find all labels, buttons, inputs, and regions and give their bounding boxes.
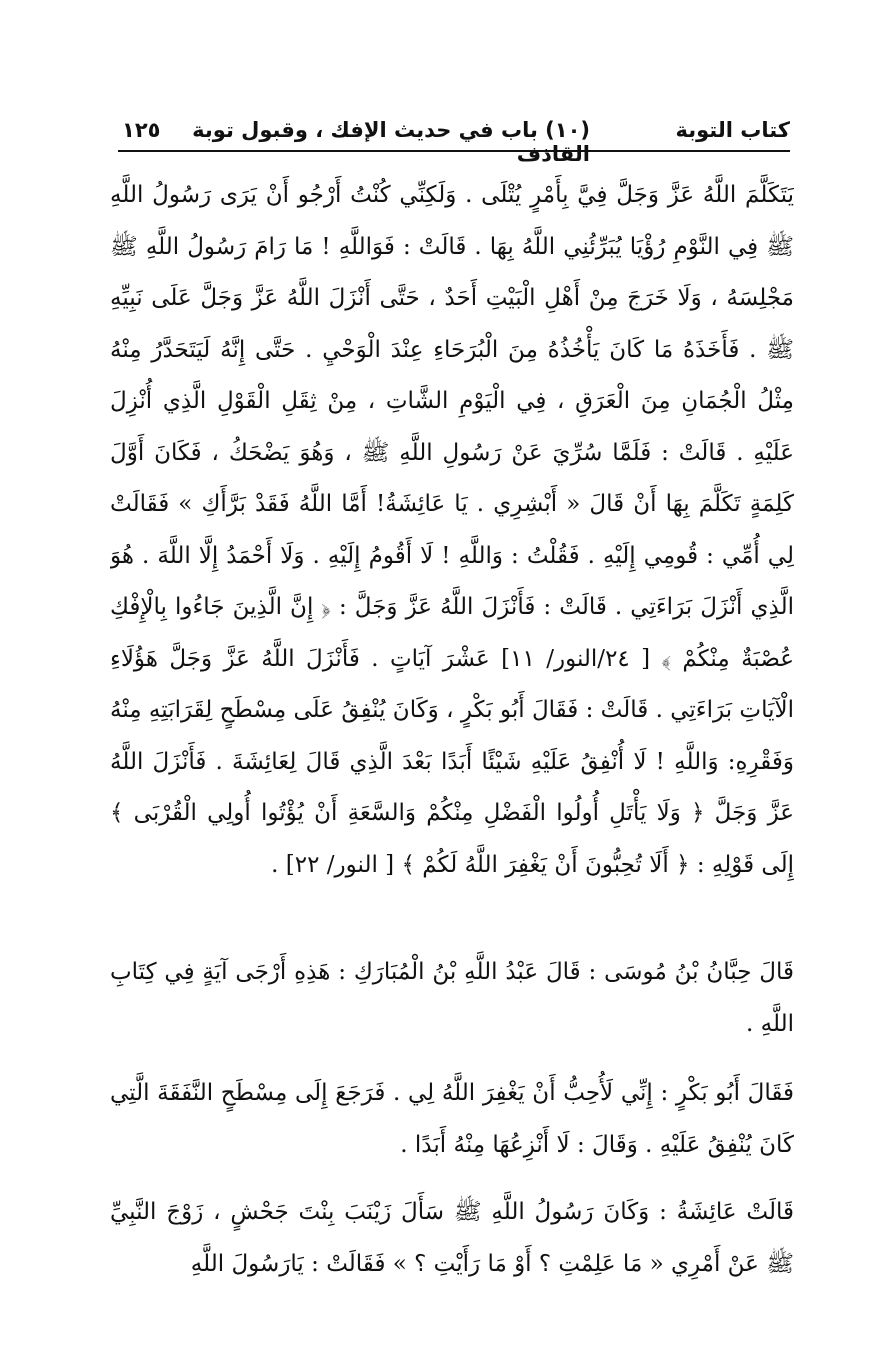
header-rule [118,150,790,152]
book-title: كتاب التوبة [675,118,790,142]
aisha-paragraph: قَالَتْ عَائِشَةُ : وَكَانَ رَسُولُ اللَّهِ ﷺ سَأَلَ زَيْنَبَ بِنْتَ جَحْشٍ ، زَوْجَ النَّبِيِّ ﷺ عَنْ أَمْرِي « مَا عَلِمْتِ ؟ أَوْ مَا رَأَيْتِ ؟ » فَقَالَتْ : يَارَسُولَ اللَّهِ [110,1199,794,1277]
narrator-paragraph: قَالَ حِبَّانُ بْنُ مُوسَى : قَالَ عَبْدُ اللَّهِ بْنُ الْمُبَارَكِ : هَذِهِ أَرْجَى آيَةٍ فِي كِتَابِ اللَّهِ . [110,959,794,1037]
running-header [118,108,790,166]
page-number: ١٢٥ [122,118,161,142]
chapter-title: (١٠) باب في حديث الإفك ، وقبول توبة القاذف [192,118,590,166]
abu-bakr-paragraph: فَقَالَ أَبُو بَكْرٍ : إِنِّي لَأُحِبُّ أَنْ يَغْفِرَ اللَّهُ لِي . فَرَجَعَ إِلَى مِسْطَحٍ النَّفَقَةَ الَّتِي كَانَ يُنْفِقُ عَلَيْهِ . وَقَالَ : لَا أَنْزِعُهَا مِنْهُ أَبَدًا . [110,1080,794,1158]
page-body [110,170,794,1290]
hadith-paragraph: يَتَكَلَّمَ اللَّهُ عَزَّ وَجَلَّ فِيَّ بِأَمْرٍ يُتْلَى . وَلَكِنِّي كُنْتُ أَرْجُو أَنْ يَرَى رَسُولُ اللَّهِ ﷺ فِي النَّوْمِ رُؤْيَا يُبَرِّئُنِي اللَّهُ بِهَا . قَالَتْ : فَوَاللَّهِ ! مَا رَامَ رَسُولُ اللَّهِ ﷺ مَجْلِسَهُ ، وَلَا خَرَجَ مِنْ أَهْلِ الْبَيْتِ أَحَدٌ ، حَتَّى أَنْزَلَ اللَّهُ عَزَّ وَجَلَّ عَلَى نَبِيِّهِ ﷺ . فَأَخَذَهُ مَا كَانَ يَأْخُذُهُ مِنَ الْبُرَحَاءِ عِنْدَ الْوَحْيِ . حَتَّى إِنَّهُ لَيَتَحَدَّرُ مِنْهُ مِثْلُ الْجُمَانِ مِنَ الْعَرَقِ ، فِي الْيَوْمِ الشَّاتِ ، مِنْ ثِقَلِ الْقَوْلِ الَّذِي أُنْزِلَ عَلَيْهِ . قَالَتْ : فَلَمَّا سُرِّيَ عَنْ رَسُولِ اللَّهِ ﷺ ، وَهُوَ يَضْحَكُ ، فَكَانَ أَوَّلَ كَلِمَةٍ تَكَلَّمَ بِهَا أَنْ قَالَ « أَبْشِرِي . يَا عَائِشَةُ! أَمَّا اللَّهُ فَقَدْ بَرَّأَكِ » فَقَالَتْ لِي أُمِّي : قُومِي إِلَيْهِ . فَقُلْتُ : وَاللَّهِ ! لَا أَقُومُ إِلَيْهِ . وَلَا أَحْمَدُ إِلَّا اللَّهَ . هُوَ الَّذِي أَنْزَلَ بَرَاءَتِي . قَالَتْ : فَأَنْزَلَ اللَّهُ عَزَّ وَجَلَّ : ﴿ إِنَّ الَّذِينَ جَاءُوا بِالْإِفْكِ عُصْبَةٌ مِنْكُمْ ﴾ [ ٢٤/النور/ ١١] عَشْرَ آيَاتٍ . فَأَنْزَلَ اللَّهُ عَزَّ وَجَلَّ هَؤُلَاءِ الْآيَاتِ بَرَاءَتِي . قَالَتْ : فَقَالَ أَبُو بَكْرٍ ، وَكَانَ يُنْفِقُ عَلَى مِسْطَحٍ لِقَرَابَتِهِ مِنْهُ وَفَقْرِهِ: وَاللَّهِ ! لَا أُنْفِقُ عَلَيْهِ شَيْئًا أَبَدًا بَعْدَ الَّذِي قَالَ لِعَائِشَةَ . فَأَنْزَلَ اللَّهُ عَزَّ وَجَلَّ ﴿ وَلَا يَأْتَلِ أُولُوا الْفَضْلِ مِنْكُمْ وَالسَّعَةِ أَنْ يُؤْتُوا أُولِي الْقُرْبَى ﴾ إِلَى قَوْلِهِ : ﴿ أَلَا تُحِبُّونَ أَنْ يَغْفِرَ اللَّهُ لَكُمْ ﴾ [ النور/ ٢٢] . [110,182,794,878]
